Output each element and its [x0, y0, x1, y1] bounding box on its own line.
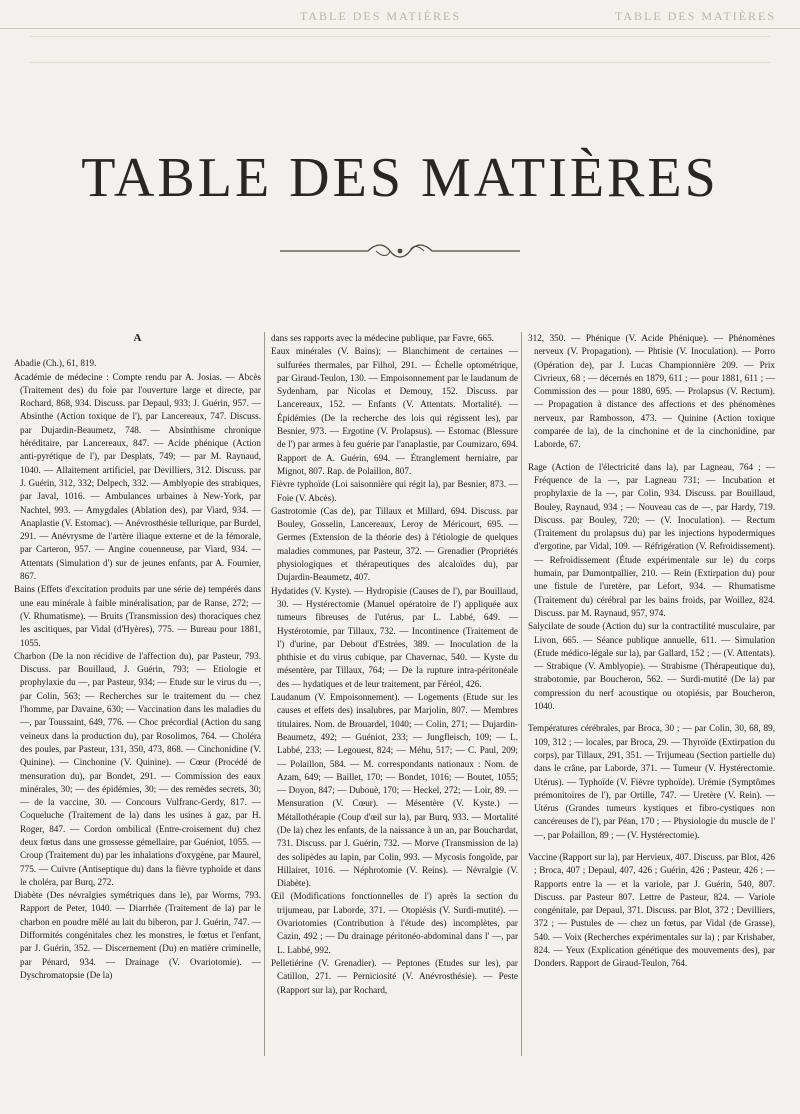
running-head-left: TABLE DES MATIÈRES: [300, 9, 462, 23]
index-entry: Pelletiérine (V. Grenadier). — Peptones (Etudes sur les), par Catillon, 271. — Perniciosité (V. Anévrosthésie). — Peste (Rapport sur la), par Rochard,: [271, 957, 518, 995]
index-entry: Gastrotomie (Cas de), par Tillaux et Millard, 694. Discuss. par Bouley, Gosselin, Lancereaux, Leroy de Méricourt, 695. — Germes (Extension de la théorie des) à l'étiologie de quelques maladies communes, par Pasteur, 372. — Grenadier (Propriétés physiologiques et thérapeutiques des alcaloïdes du), par Dujardin-Beaumetz, 407.: [271, 505, 518, 583]
running-head-right: TABLE DES MATIÈRES: [615, 9, 777, 23]
ornament-divider: [280, 240, 520, 262]
index-entry: Bains (Effets d'excitation produits par une série de) tempérés dans une eau minérale à faible minéralisation, par de Ranse, 272; — (V. Rhumatisme). — Bruits (Transmission des) thoraciques chez les ascitiques, par Vidal (d'Hyères), 775. — Bureau pour 1881, 1055.: [14, 584, 261, 648]
index-entry: Diabète (Des névralgies symétriques dans le), par Worms, 793. Rapport de Peter, 1040. — Diarrhée (Traitement de la) par le charbon en poudre mêlé au lait du biberon, par J. Guérin, 747. — Difformités congénitales chez les monstres, le fœtus et l'enfant, par J. Guérin, 352. — Discernement (Du) en matière criminelle, par Pénard, 934. — Drainage (V. Ovariotomie). — Dyschromatopsie (De la): [14, 890, 261, 980]
index-entry: Fièvre typhoïde (Loi saisonnière qui régit la), par Besnier, 873. — Foie (V. Abcès).: [271, 479, 518, 503]
index-entry: 312, 350. — Phénique (V. Acide Phénique). — Phénomènes nerveux (V. Propagation). — Phtisie (V. Inoculation). — Porro (Opération de), par J. Lucas Championnière 209. — Prix Civrieux, 68 ; — décernés en 1879, 611 ; — pour 1881, 611 ; — Commission des — pour 1880, 695. — Prolapsus (V. Rectum). — Propagation à distance des affections et des phénomènes nerveux, par Rambosson, 473. — Quinine (Action toxique comparée de la), de la cinchonine et de la cinchonidine, par Laborde, 67.: [528, 333, 775, 450]
index-entry: Abadie (Ch.), 61, 819.: [14, 358, 97, 369]
index-entry: Rage (Action de l'électricité dans la), par Lagneau, 764 ; — Fréquence de la —, par Lagneau 731; — Incubation et prophylaxie de la —, par Colin, 934. Discuss. par Bouillaud, Bouley, Raynaud, 934 ; — Nouveau cas de —, par Hardy, 719. Discuss. par Bouley, 720; — (V. Inoculation). — Rectum (Traitement du prolapsus du) par les injections hypodermiques d'ergotine, par Vidal, 109. — Réfrigération (V. Refroidissement). — Refroidissement (Étude expérimentale sur le) du corps humain, par Dumontpallier, 210. — Rein (Extirpation du) pour une fistule de l'uretère, par Lefort, 934. — Rhumatisme (Traitement du) cérébral par les bains froids, par Woillez, 824. Discuss. par M. Raynaud, 957, 974.: [528, 461, 775, 618]
index-entry: Salycilate de soude (Action du) sur la contractilité musculaire, par Livon, 665. — Séance publique annuelle, 611. — Simulation (Etude médico-légale sur la), par Gallard, 152 ; — (V. Attentats). — Strabique (V. Amblyopie). — Strabisme (Thérapeutique du), strabotomie, par Boucheron, 562. — Surdi-mutité (De la) par compression du nerf acoustique ou otopiésis, par Boucheron, 1040.: [528, 621, 775, 712]
index-column-2: [271, 332, 518, 1102]
section-letter: A: [133, 332, 142, 344]
bleed-rule: [30, 36, 770, 37]
index-column-1: [14, 332, 261, 1102]
index-entry: Températures cérébrales, par Broca, 30 ; — par Colin, 30, 68, 89, 109, 312 ; — locales, par Broca, 29. — Thyroïde (Extirpation du corps), par Tillaux, 291, 351. — Trijumeau (Section partielle du) dans le crâne, par Laborde, 371. — Tumeur (V. Hystérectomie. Utérus). — Typhoïde (V. Fièvre typhoïde). Urémie (Symptômes prémonitoires de l'), par Ortille, 747. — Uretère (V. Rein). — Utérus (Grandes tumeurs kystiques et fibro-cystiques non cancéreuses de l'), par Péan, 170 ; — Physiologie du muscle de l' —, par Polaillon, 89 ; — (V. Hystérectomie).: [528, 723, 775, 840]
index-entry: dans ses rapports avec la médecine publique, par Favre, 665.: [271, 333, 494, 343]
bleed-rule: [30, 62, 770, 63]
index-entry: Vaccine (Rapport sur la), par Hervieux, 407. Discuss. par Blot, 426 ; Broca, 407 ; Depaul, 407, 426 ; Guérin, 426 ; Pasteur, 426 ; — Rapports entre la — et la variole, par J. Guérin, 540, 807. Discuss. par Pasteur 807. Lettre de Pasteur, 824. — Variole congénitale, par Depaul, 371. Discuss. par Blot, 372 ; Devilliers, 372 ; — Pustules de — chez un fœtus, par Vidal (de Grasse), 540. — Voix (Recherches expérimentales sur la) ; par Krishaber, 824. — Yeux (Explication génétique des mouvements des), par Donders. Rapport de Giraud-Teulon, 764.: [528, 851, 775, 969]
index-entry: Charbon (De la non récidive de l'affection du), par Pasteur, 793. Discuss. par Bouillaud, J. Guérin, 793; — Etiologie et prophylaxie du —, par Pasteur, 934; — Etude sur le virus du —, par Colin, 563; — Recherches sur le traitement du — chez l'homme, par Davaine, 630; — Vaccination dans les maladies du —, par Toussaint, 649, 776. — Choc précordial (Action du sang veineux dans la production du), par Rosolimos, 764. — Choléra des poules, par Pasteur, 131, 350, 473, 868. — Cinchonidine (V. Quinine). — Cinchonine (V. Quinine). — Cœur (Procédé de mensuration du), par Bondet, 291. — Commission des eaux minérales, 30; — des épidémies, 30; — des remèdes secrets, 30; — de la vaccine, 30. — Concours Vulfranc-Gerdy, 817. — Coqueluche (Traitement de la) dans les usines à gaz, par H. Roger, 847. — Cordon ombilical (Entre-croisement du) chez deux fœtus dans une grossesse gémellaire, par Guéniot, 1055. — Croup (Traitement du) par les inhalations d'oxygène, par Maurel, 775. — Cuivre (Antiseptique du) dans la fièvre typhoïde et dans le choléra, par Burq, 272.: [14, 650, 261, 887]
index-column-3: [528, 332, 775, 1102]
index-entry: Eaux minérales (V. Bains); — Blanchiment de certaines — sulfurées thermales, par Filhol, 291. — Échelle optométrique, par Giraud-Teulon, 130. — Empoisonnement par le laudanum de Sydenham, par Nicolas et Demouy, 152. Discuss. par Lancereaux, 152. — Enfants (V. Attentats. Mortalité). — Épidémies (De la recherche des lois qui régissent les), par Besnier, 973. — Ergotine (V. Prolapsus). — Estomac (Blessure de l') par armes à feu guérie par l'anaplastie, par Coumizaro, 694. Rapport de A. Guérin, 694. — Étranglement herniaire, par Mignot, 807. Rap. de Polaillon, 807.: [271, 346, 518, 476]
index-entry: Hydatides (V. Kyste). — Hydropisie (Causes de l'), par Bouillaud, 30. — Hystérectomie (Manuel opératoire de l') appliquée aux tumeurs fibreuses de l'utérus, par L. Labbé, 649. — Hystérotomie, par Tillaux, 732. — Incontinence (Traitement de l') d'urine, par Debout d'Estrées, 389. — Inoculation de la phthisie et du virus cubique, par Chavernac, 540. — Kyste du mésentère, par Tillaux, 764; — De la rupture intra-péritonéale des — hydatiques et de leur traitement, par Féréol, 426.: [271, 585, 518, 689]
index-entry: Académie de médecine : Compte rendu par A. Josias. — Abcès (Traitement des) du foie par l'ouverture large et directe, par Rochard, 868, 934. Discuss. par Depaul, 933; J. Guérin, 957. — Absinthe (Action toxique de l'), par Lancereaux, 747. Discuss. par Dujardin-Beaumetz, 748. — Absinthisme chronique héréditaire, par Lancereaux, 847. — Acide phénique (Action anti-pyrétique de l'), par Desplats, 749; — par M. Raynaud, 1040. — Allaitement artificiel, par Devilliers, 312. Discuss. par J. Guérin, 312, 332; Delpech, 332. — Amblyopie des strabiques, par Javal, 1016. — Ambulances urbaines à New-York, par Nachtel, 993. — Amygdales (Ablation des), par Viard, 934. — Anaplastie (V. Estomac). — Anévrosthésie tellurique, par Burdel, 291. — Anévrysme de l'artère iliaque externe et de la fémorale, par Carteron, 957. — Angine couenneuse, par Viard, 934. — Attentats (Simulation d') sur de jeunes enfants, par A. Fournier, 867.: [14, 371, 261, 582]
running-head: [0, 6, 800, 29]
index-entry: Laudanum (V. Empoisonnement). — Logements (Etude sur les causes et effets des) insalubres, par Marjolin, 807. — Membres titulaires. Nom. de Brouardel, 1040; — Colin, 271; — Dujardin-Beaumetz, 492; — Guéniot, 233; — Jungfleisch, 109; — L. Labbé, 233; — Legouest, 824; — Méhu, 517; — C. Paul, 209; — Polaillon, 584. — M. correspondants nationaux : Nom. de Azam, 649; — Baillet, 170; — Bondet, 1016; — Boutet, 1055; — Doyon, 847; — Dubouè, 170; — Heckel, 272; — Loir, 89. — Mensuration (V. Cœur). — Mésentère (V. Kyste.) — Métallothérapie (Coup d'œil sur la), par Burq, 933. — Mortalité (De la) chez les enfants, de la naissance à un an, par Bouchardat, 731. Discuss. par J. Guérin, 732. — Morve (Transmission de la) des solipèdes au lapin, par Colin, 993. — Mycosis fongoïde, par Hillairet, 1016. — Néphrotomie (V. Reins). — Névralgie (V. Diabète).: [271, 692, 518, 889]
page-title: TABLE DES MATIÈRES: [81, 147, 719, 209]
index-entry: Œil (Modifications fonctionnelles de l') après la section du trijumeau, par Laborde, 371. — Otopiésis (V. Surdi-mutité). — Ovariotomies (Contribution à l'étude des) incomplètes, par Cazin, 492 ; — Du drainage péritonéo-abdominal dans l' —, par L. Labbé, 992.: [271, 891, 518, 955]
index-columns: [14, 332, 788, 1102]
